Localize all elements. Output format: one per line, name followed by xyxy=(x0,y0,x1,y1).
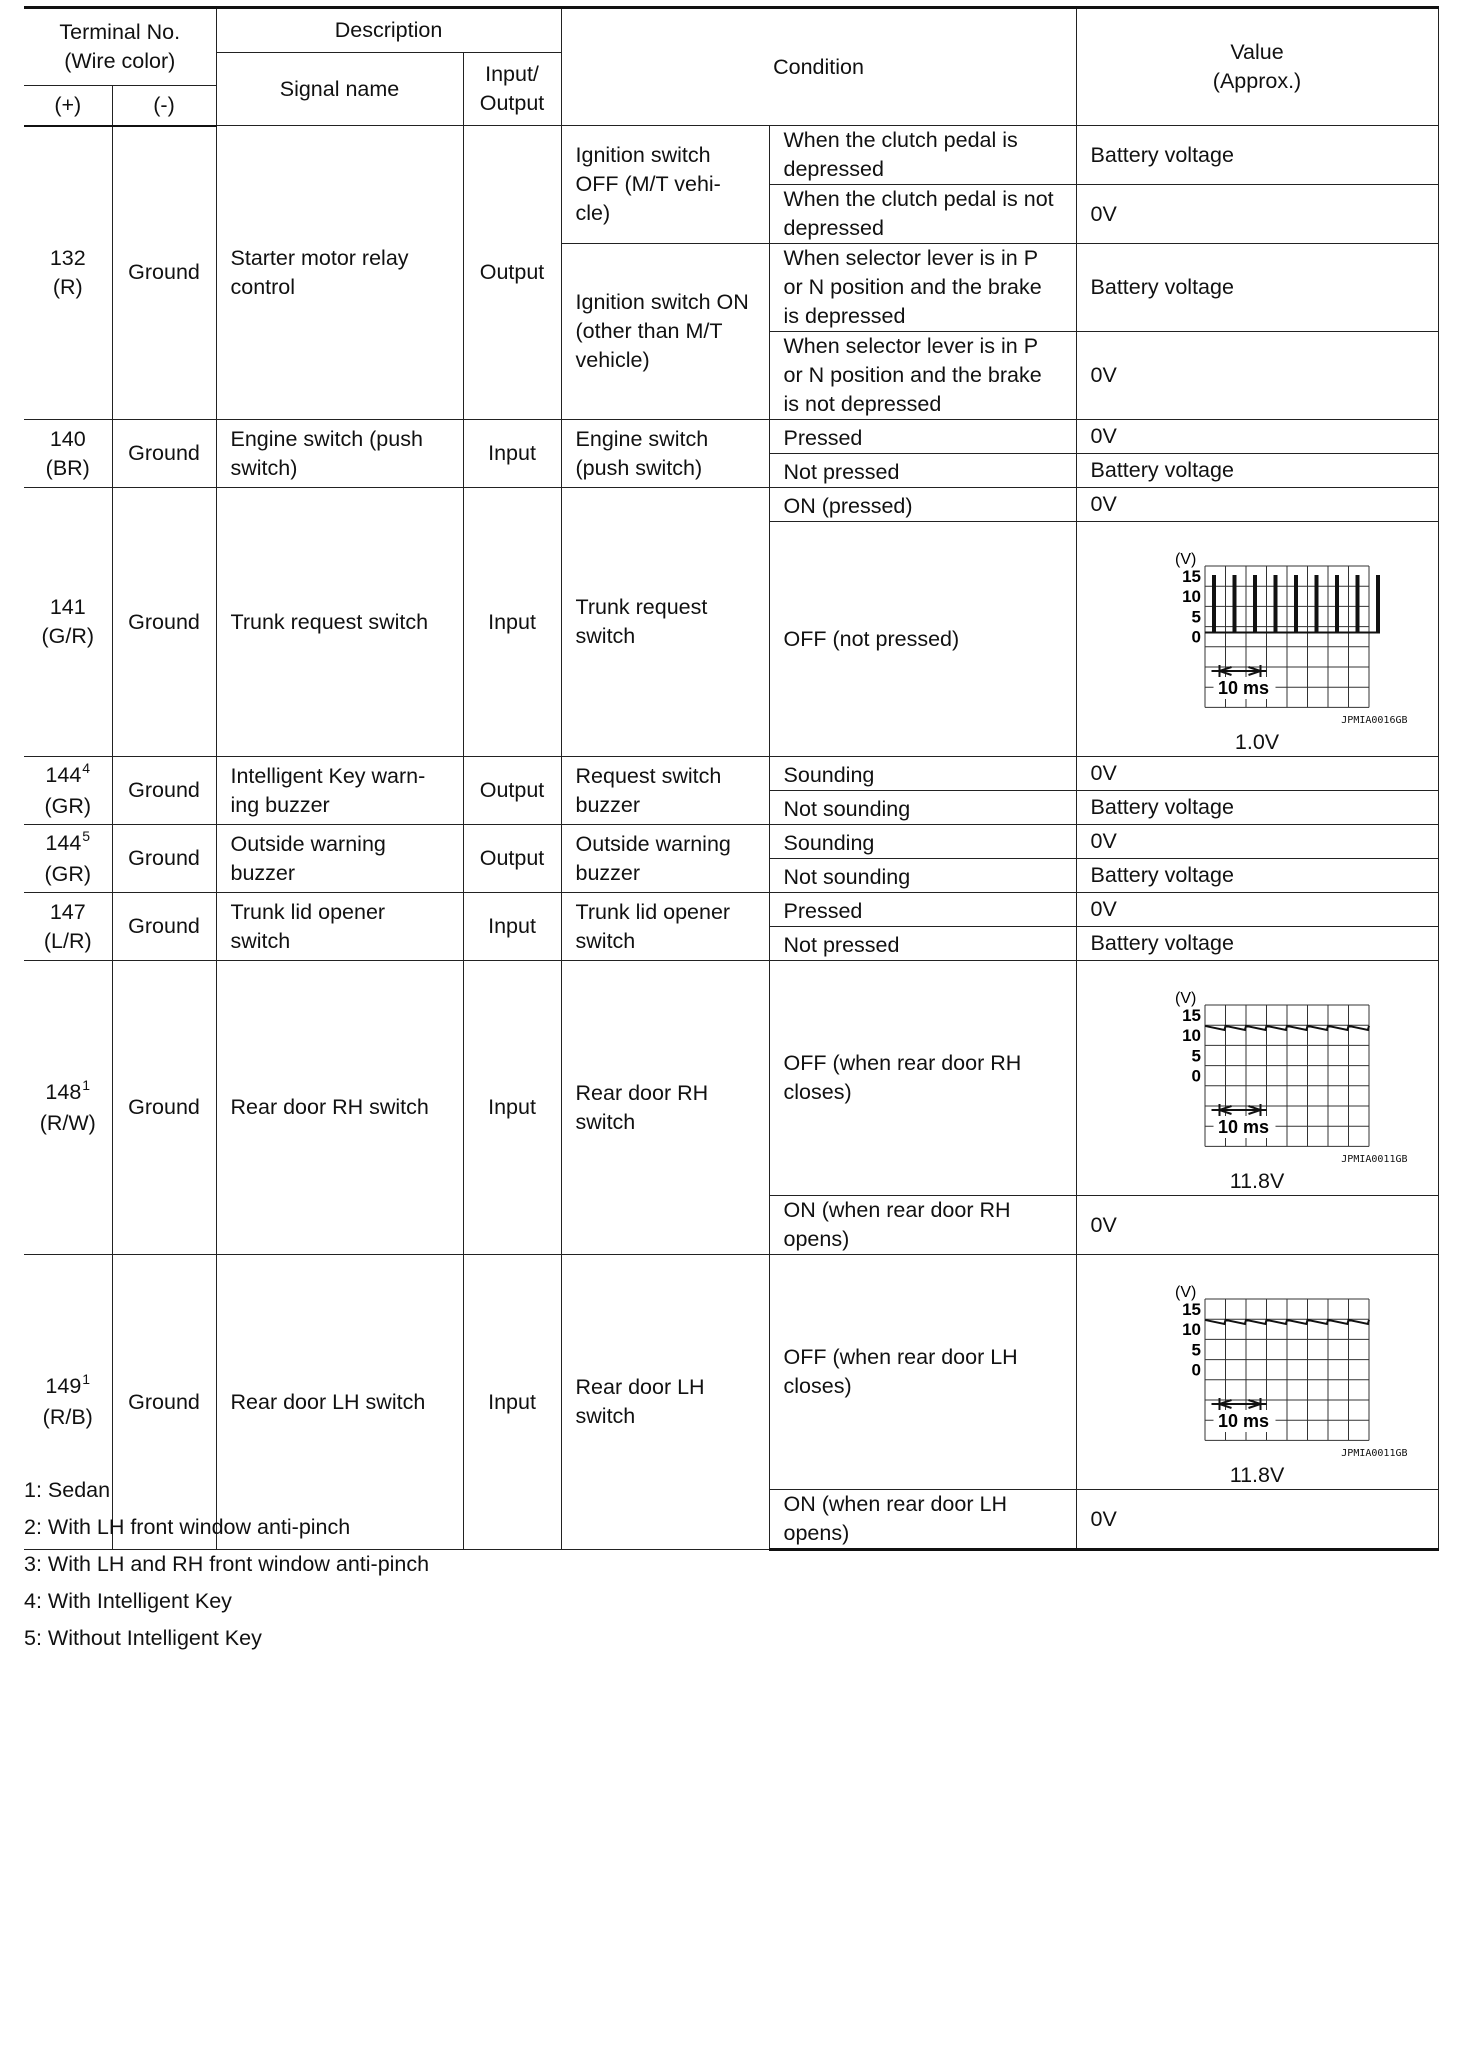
value xyxy=(1076,1196,1438,1255)
wire-color: (R) xyxy=(52,274,83,299)
waveform-voltage: 11.8V xyxy=(1229,1169,1285,1193)
value xyxy=(1076,791,1438,825)
waveform-figure xyxy=(1077,522,1438,756)
waveform-tick-label: 15 xyxy=(1182,1006,1202,1025)
input-output xyxy=(463,1255,561,1550)
sub-condition xyxy=(769,522,1076,757)
sub-condition-text: ON (when rear door LH opens) xyxy=(783,1492,1007,1545)
plus-header: (+) xyxy=(24,86,112,126)
table-row xyxy=(24,420,1438,454)
signal-name-text: Outside warning buzzer xyxy=(230,831,386,885)
footnote-ref: 1 xyxy=(82,1371,91,1387)
wire-color: (R/B) xyxy=(42,1405,93,1429)
waveform-tick-label: 5 xyxy=(1191,607,1202,627)
terminal-number-text: 132 xyxy=(49,245,86,270)
value-text: Battery voltage xyxy=(1090,458,1234,482)
sub-condition-text: Pressed xyxy=(783,426,863,450)
waveform-trace xyxy=(1205,1320,1369,1324)
terminal-number-text: 147 xyxy=(49,899,86,924)
main-condition-text: Ignition switch ON (other than M/T vehicle) xyxy=(575,290,749,372)
input-output xyxy=(463,893,561,961)
main-condition-text: Trunk request switch xyxy=(575,595,708,648)
table-row xyxy=(24,757,1438,791)
value xyxy=(1076,859,1438,893)
terminal-number xyxy=(24,825,112,893)
signal-name-text: Engine switch (push switch) xyxy=(230,426,423,480)
condition-header: Condition xyxy=(561,8,1076,126)
main-condition-text: Engine switch (push switch) xyxy=(575,426,709,480)
waveform-tick-label: 10 xyxy=(1182,587,1202,607)
waveform-unit: (V) xyxy=(1175,551,1197,568)
terminal-no-header xyxy=(24,8,216,86)
footnote: 1: Sedan xyxy=(24,1478,111,1502)
sub-condition-text: OFF (when rear door LH closes) xyxy=(783,1345,1018,1398)
terminal-number-text: 140 xyxy=(49,426,86,451)
waveform-trace xyxy=(1205,576,1379,633)
signal-name-text: Trunk request switch xyxy=(230,609,429,634)
main-condition xyxy=(561,1255,769,1550)
waveform-tick-label: 15 xyxy=(1182,1300,1202,1319)
value-text: 0V xyxy=(1090,201,1117,226)
sub-condition xyxy=(769,332,1076,420)
sub-condition-text: Pressed xyxy=(783,899,863,923)
value xyxy=(1076,126,1438,185)
sub-condition xyxy=(769,1490,1076,1550)
value-waveform-cell xyxy=(1076,522,1438,757)
main-condition xyxy=(561,893,769,961)
sub-condition-text: When selector lever is in P or N position and the brake is not depressed xyxy=(783,334,1042,416)
value xyxy=(1076,1490,1438,1550)
terminal-number xyxy=(24,126,112,420)
sub-condition-text: Not pressed xyxy=(783,933,900,957)
main-condition-text: Request switch buzzer xyxy=(575,763,722,817)
input-output-text: Output xyxy=(479,778,545,802)
terminal-number xyxy=(24,420,112,488)
value xyxy=(1076,825,1438,859)
input-output-header xyxy=(463,53,561,126)
footnote: 2: With LH front window anti-pinch xyxy=(24,1515,351,1539)
table-row xyxy=(24,1255,1438,1490)
value xyxy=(1076,420,1438,454)
terminal-spec-page xyxy=(24,6,1438,1650)
main-condition xyxy=(561,757,769,825)
main-condition-text: Ignition switch OFF (M/T vehi-cle) xyxy=(575,143,721,225)
wire-color: (G/R) xyxy=(41,624,95,648)
input-output-text: Input xyxy=(488,441,536,465)
sub-condition xyxy=(769,961,1076,1196)
signal-name-text: Rear door LH switch xyxy=(230,1389,426,1414)
value-text: 0V xyxy=(1090,424,1117,448)
input-output-text: Input xyxy=(488,609,536,634)
waveform-tick-label: 15 xyxy=(1182,567,1202,586)
ground-terminal-text: Ground xyxy=(128,441,200,465)
value-waveform-cell xyxy=(1076,961,1438,1196)
wire-color: (GR) xyxy=(44,861,92,886)
table-row xyxy=(24,488,1438,522)
signal-name-text: Trunk lid opener switch xyxy=(230,899,386,953)
waveform-tick-label: 5 xyxy=(1191,1046,1202,1066)
ground-terminal-text: Ground xyxy=(128,1389,200,1414)
table-row xyxy=(24,126,1438,185)
signal-name xyxy=(216,488,463,757)
sub-condition xyxy=(769,244,1076,332)
footnote: 3: With LH and RH front window anti-pinch xyxy=(24,1552,430,1576)
waveform-tick-label: 0 xyxy=(1191,1360,1202,1380)
value-text: Battery voltage xyxy=(1090,795,1234,819)
waveform-tick-label: 5 xyxy=(1191,1340,1202,1360)
ground-terminal xyxy=(112,893,216,961)
main-condition-text: Rear door RH switch xyxy=(575,1080,709,1134)
waveform-time-label: 10 ms xyxy=(1217,1117,1270,1137)
main-condition xyxy=(561,244,769,420)
wire-color: (R/W) xyxy=(39,1110,96,1135)
input-output-text: Output xyxy=(479,846,545,870)
table-row xyxy=(24,825,1438,859)
waveform-trace xyxy=(1205,1026,1369,1030)
value-text: Battery voltage xyxy=(1090,931,1234,955)
ground-terminal xyxy=(112,825,216,893)
footnote: 4: With Intelligent Key xyxy=(24,1589,232,1613)
sub-condition-text: ON (when rear door RH opens) xyxy=(783,1198,1011,1251)
figure-code: JPMIA0016GB xyxy=(1341,715,1408,726)
sub-condition-text: When the clutch pedal is depressed xyxy=(783,128,1018,181)
footnote-ref: 5 xyxy=(82,827,91,844)
ground-terminal xyxy=(112,961,216,1255)
value xyxy=(1076,332,1438,420)
sub-condition-text: When selector lever is in P or N position and the brake is depressed xyxy=(783,246,1042,328)
ground-terminal xyxy=(112,757,216,825)
minus-header: (-) xyxy=(112,86,216,126)
figure-code: JPMIA0011GB xyxy=(1341,1154,1408,1165)
value-text: Battery voltage xyxy=(1090,275,1234,299)
terminal-number xyxy=(24,488,112,757)
main-condition xyxy=(561,420,769,488)
value xyxy=(1076,488,1438,522)
footnotes xyxy=(24,1472,429,1657)
terminal-number xyxy=(24,961,112,1255)
input-output xyxy=(463,825,561,893)
sub-condition-text: Sounding xyxy=(783,831,875,855)
waveform-graph xyxy=(1127,522,1387,722)
terminal-number xyxy=(24,893,112,961)
sub-condition-text: Not sounding xyxy=(783,865,911,889)
sub-condition xyxy=(769,185,1076,244)
terminal-spec-table xyxy=(24,6,1439,1551)
terminal-number-text: 149 xyxy=(45,1374,82,1398)
ground-terminal-text: Ground xyxy=(128,260,200,285)
waveform-unit: (V) xyxy=(1175,1284,1197,1301)
sub-condition xyxy=(769,488,1076,522)
terminal-number-text: 148 xyxy=(45,1079,82,1104)
main-condition xyxy=(561,126,769,244)
signal-name-text: Intelligent Key warn-ing buzzer xyxy=(230,763,426,817)
input-output xyxy=(463,126,561,420)
sub-condition xyxy=(769,420,1076,454)
value-text: 0V xyxy=(1090,761,1117,785)
input-output-text: Input xyxy=(488,914,536,938)
ground-terminal xyxy=(112,420,216,488)
description-header: Description xyxy=(216,8,561,53)
waveform-voltage: 11.8V xyxy=(1229,1463,1285,1487)
terminal-no-label: Terminal No. xyxy=(59,20,181,44)
value-text: 0V xyxy=(1090,829,1117,853)
sub-condition-text: Not pressed xyxy=(783,460,900,484)
input-output xyxy=(463,488,561,757)
sub-condition xyxy=(769,927,1076,961)
waveform-time-label: 10 ms xyxy=(1217,678,1270,698)
value-text: Battery voltage xyxy=(1090,142,1234,167)
value xyxy=(1076,893,1438,927)
sub-condition xyxy=(769,825,1076,859)
value xyxy=(1076,757,1438,791)
sub-condition-text: OFF (not pressed) xyxy=(783,626,960,651)
waveform-unit: (V) xyxy=(1175,990,1197,1007)
signal-name xyxy=(216,126,463,420)
ground-terminal xyxy=(112,488,216,757)
input-output-text: Output xyxy=(479,260,545,284)
wire-color-label: (Wire color) xyxy=(64,49,176,73)
waveform-tick-label: 10 xyxy=(1182,1026,1202,1046)
value xyxy=(1076,244,1438,332)
waveform-tick-label: 10 xyxy=(1182,1320,1202,1340)
waveform-voltage: 1.0V xyxy=(1234,730,1280,754)
table-row xyxy=(24,893,1438,927)
input-output xyxy=(463,420,561,488)
value-text: 0V xyxy=(1090,1212,1117,1237)
sub-condition-text: Sounding xyxy=(783,763,875,787)
wire-color: (BR) xyxy=(45,455,90,480)
sub-condition-text: Not sounding xyxy=(783,797,911,821)
input-output-text: Input xyxy=(488,1095,536,1119)
value-header xyxy=(1076,8,1438,126)
sub-condition xyxy=(769,454,1076,488)
signal-name-text: Starter motor relay control xyxy=(230,245,409,299)
main-condition-text: Outside warning buzzer xyxy=(575,831,731,885)
waveform-time-label: 10 ms xyxy=(1217,1411,1270,1431)
terminal-number xyxy=(24,757,112,825)
sub-condition-text: When the clutch pedal is not depressed xyxy=(783,187,1054,240)
input-output-label-1: Input/ xyxy=(485,62,539,86)
value xyxy=(1076,454,1438,488)
wire-color: (GR) xyxy=(44,793,92,818)
waveform-figure xyxy=(1077,961,1438,1195)
approx-label: (Approx.) xyxy=(1212,69,1302,93)
value xyxy=(1076,185,1438,244)
main-condition xyxy=(561,825,769,893)
sub-condition xyxy=(769,126,1076,185)
main-condition-text: Trunk lid opener switch xyxy=(575,899,731,953)
ground-terminal-text: Ground xyxy=(128,914,200,938)
input-output xyxy=(463,757,561,825)
signal-name xyxy=(216,757,463,825)
sub-condition-text: OFF (when rear door RH closes) xyxy=(783,1051,1022,1104)
footnote: 5: Without Intelligent Key xyxy=(24,1626,262,1650)
terminal-number-text: 141 xyxy=(49,595,86,619)
value xyxy=(1076,927,1438,961)
sub-condition-text: ON (pressed) xyxy=(783,494,913,518)
sub-condition xyxy=(769,893,1076,927)
sub-condition xyxy=(769,1196,1076,1255)
value-text: 0V xyxy=(1090,363,1117,387)
ground-terminal-text: Ground xyxy=(128,778,200,802)
figure-code: JPMIA0011GB xyxy=(1341,1448,1408,1459)
value-text: Battery voltage xyxy=(1090,863,1234,887)
signal-name-header: Signal name xyxy=(216,53,463,126)
signal-name xyxy=(216,961,463,1255)
terminal-number-text: 144 xyxy=(45,762,82,787)
value-label: Value xyxy=(1230,40,1284,64)
waveform-tick-label: 0 xyxy=(1191,1066,1202,1086)
signal-name xyxy=(216,420,463,488)
table-row xyxy=(24,961,1438,1196)
signal-name xyxy=(216,893,463,961)
wire-color: (L/R) xyxy=(43,928,92,953)
ground-terminal-text: Ground xyxy=(128,609,200,634)
waveform-graph xyxy=(1127,961,1387,1161)
footnote-ref: 1 xyxy=(82,1076,91,1093)
waveform-figure xyxy=(1077,1255,1438,1489)
value-text: 0V xyxy=(1090,1506,1117,1531)
value-text: 0V xyxy=(1090,492,1117,516)
sub-condition xyxy=(769,791,1076,825)
main-condition xyxy=(561,488,769,757)
input-output xyxy=(463,961,561,1255)
sub-condition xyxy=(769,1255,1076,1490)
input-output-label-2: Output xyxy=(479,91,545,115)
sub-condition xyxy=(769,757,1076,791)
ground-terminal xyxy=(112,126,216,420)
ground-terminal-text: Ground xyxy=(128,1095,200,1119)
main-condition xyxy=(561,961,769,1255)
input-output-text: Input xyxy=(488,1389,536,1414)
signal-name-text: Rear door RH switch xyxy=(230,1095,429,1119)
footnote-ref: 4 xyxy=(82,759,91,776)
signal-name xyxy=(216,825,463,893)
sub-condition xyxy=(769,859,1076,893)
main-condition-text: Rear door LH switch xyxy=(575,1375,705,1428)
ground-terminal-text: Ground xyxy=(128,846,200,870)
value-waveform-cell xyxy=(1076,1255,1438,1490)
value-text: 0V xyxy=(1090,897,1117,921)
waveform-tick-label: 0 xyxy=(1191,627,1202,647)
waveform-graph xyxy=(1127,1255,1387,1455)
terminal-number-text: 144 xyxy=(45,830,82,855)
